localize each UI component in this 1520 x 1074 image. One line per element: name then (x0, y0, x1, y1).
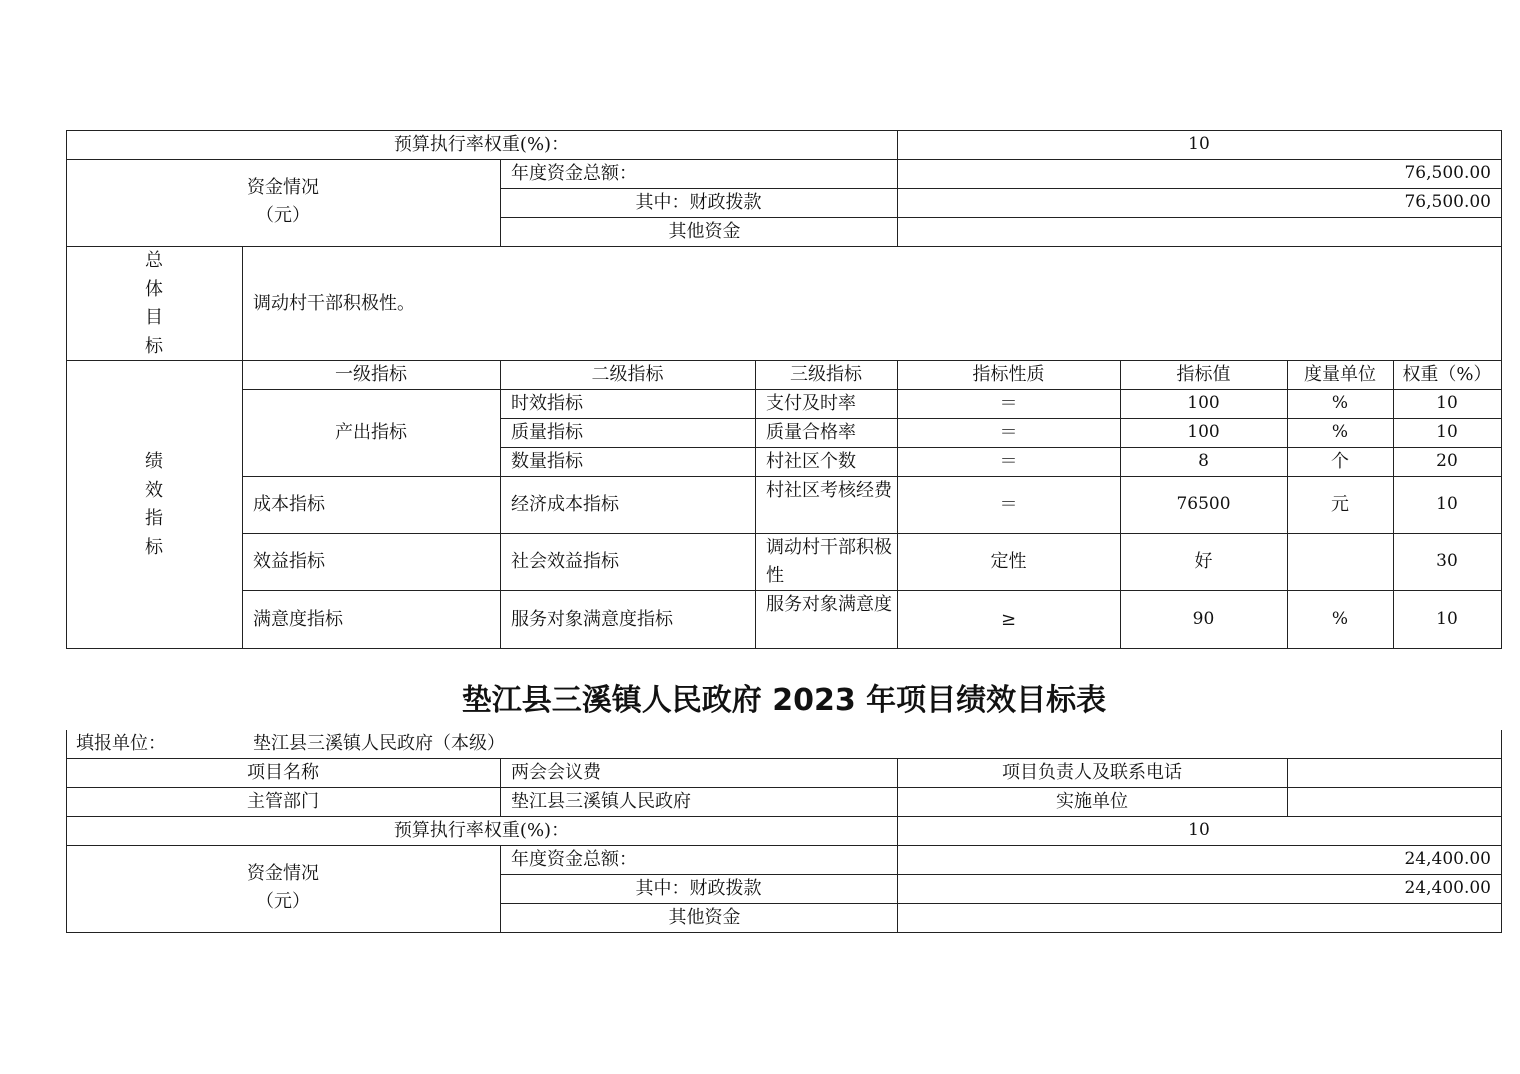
level2-cell: 服务对象满意度指标 (511, 609, 673, 630)
value-cell: 76500 (1176, 494, 1231, 514)
filling-unit-label: 填报单位： (76, 733, 166, 754)
fiscal-value: 24,400.00 (1404, 878, 1491, 898)
weight-cell: 10 (1436, 393, 1458, 413)
overall-goal-text: 调动村干部积极性。 (253, 293, 415, 314)
funds-label: 资金情况 （元） (247, 177, 319, 226)
header-level3: 三级指标 (790, 364, 862, 385)
budget-rate-label: 预算执行率权重(%)： (393, 820, 570, 841)
budget-rate-label: 预算执行率权重(%)： (393, 134, 570, 155)
annual-total-label: 年度资金总额： (511, 163, 637, 184)
department-value: 垫江县三溪镇人民政府 (511, 791, 691, 812)
header-weight: 权重（%） (1402, 364, 1492, 385)
level1-cell: 满意度指标 (253, 609, 343, 630)
funds-label: 资金情况 （元） (247, 863, 319, 912)
department-label: 主管部门 (247, 791, 319, 812)
weight-cell: 10 (1436, 494, 1458, 514)
nature-cell: ＝ (999, 451, 1018, 472)
nature-cell: 定性 (990, 551, 1027, 572)
fiscal-label: 其中：财政拨款 (635, 878, 762, 899)
weight-cell: 30 (1436, 551, 1458, 571)
page-title: 垫江县三溪镇人民政府 2023 年项目绩效目标表 (461, 683, 1107, 718)
overall-goal-label: 总 体 目 标 (145, 250, 163, 357)
level2-cell: 经济成本指标 (511, 494, 619, 515)
level2-cell: 社会效益指标 (511, 551, 619, 572)
fiscal-label: 其中：财政拨款 (635, 192, 762, 213)
unit-cell: % (1331, 422, 1349, 442)
other-funds-value (897, 903, 1491, 932)
annual-total-value: 76,500.00 (1404, 163, 1491, 183)
other-funds-label: 其他资金 (668, 907, 741, 928)
header-level2: 二级指标 (591, 364, 664, 385)
header-unit: 度量单位 (1304, 364, 1376, 385)
unit-cell: 个 (1331, 451, 1349, 472)
value-cell: 100 (1187, 393, 1220, 413)
nature-cell: ＝ (999, 494, 1018, 515)
unit-cell: % (1331, 609, 1349, 629)
level1-cell: 效益指标 (253, 551, 325, 572)
header-value: 指标值 (1176, 364, 1231, 385)
output-indicator-label: 产出指标 (335, 422, 407, 443)
filling-unit-value: 垫江县三溪镇人民政府（本级） (253, 733, 505, 754)
level2-cell: 数量指标 (511, 451, 583, 472)
level3-cell: 村社区考核经费 (766, 480, 892, 501)
level2-cell: 时效指标 (511, 393, 583, 414)
unit-cell (1287, 547, 1393, 576)
fiscal-value: 76,500.00 (1404, 192, 1491, 212)
value-cell: 好 (1194, 551, 1213, 572)
weight-cell: 20 (1436, 451, 1458, 471)
annual-total-value: 24,400.00 (1404, 849, 1491, 869)
level3-cell: 调动村干部积极性 (766, 537, 892, 586)
level3-cell: 质量合格率 (766, 422, 856, 443)
unit-cell: 元 (1331, 494, 1349, 515)
header-level1: 一级指标 (335, 364, 407, 385)
budget-rate-value: 10 (1188, 134, 1210, 154)
nature-cell: ＝ (999, 393, 1018, 414)
level3-cell: 支付及时率 (766, 393, 856, 414)
value-cell: 8 (1198, 451, 1209, 471)
value-cell: 100 (1187, 422, 1220, 442)
weight-cell: 10 (1436, 609, 1458, 629)
performance-indicator-label: 绩 效 指 标 (145, 451, 163, 558)
implementing-unit-label: 实施单位 (1056, 791, 1128, 812)
level3-cell: 服务对象满意度 (766, 594, 892, 615)
value-cell: 90 (1192, 609, 1215, 629)
level1-cell: 成本指标 (253, 494, 325, 515)
nature-cell: ＝ (999, 422, 1018, 443)
project-contact-label: 项目负责人及联系电话 (1002, 762, 1182, 783)
other-funds-value (897, 217, 1491, 246)
unit-cell: % (1331, 393, 1349, 413)
nature-cell: ≥ (1000, 609, 1017, 630)
level2-cell: 质量指标 (511, 422, 583, 443)
other-funds-label: 其他资金 (668, 221, 741, 242)
level3-cell: 村社区个数 (766, 451, 856, 472)
project-name-value: 两会会议费 (511, 762, 601, 783)
header-nature: 指标性质 (972, 364, 1045, 385)
annual-total-label: 年度资金总额： (511, 849, 637, 870)
project-name-label: 项目名称 (247, 762, 319, 783)
budget-rate-value: 10 (1188, 820, 1210, 840)
weight-cell: 10 (1436, 422, 1458, 442)
